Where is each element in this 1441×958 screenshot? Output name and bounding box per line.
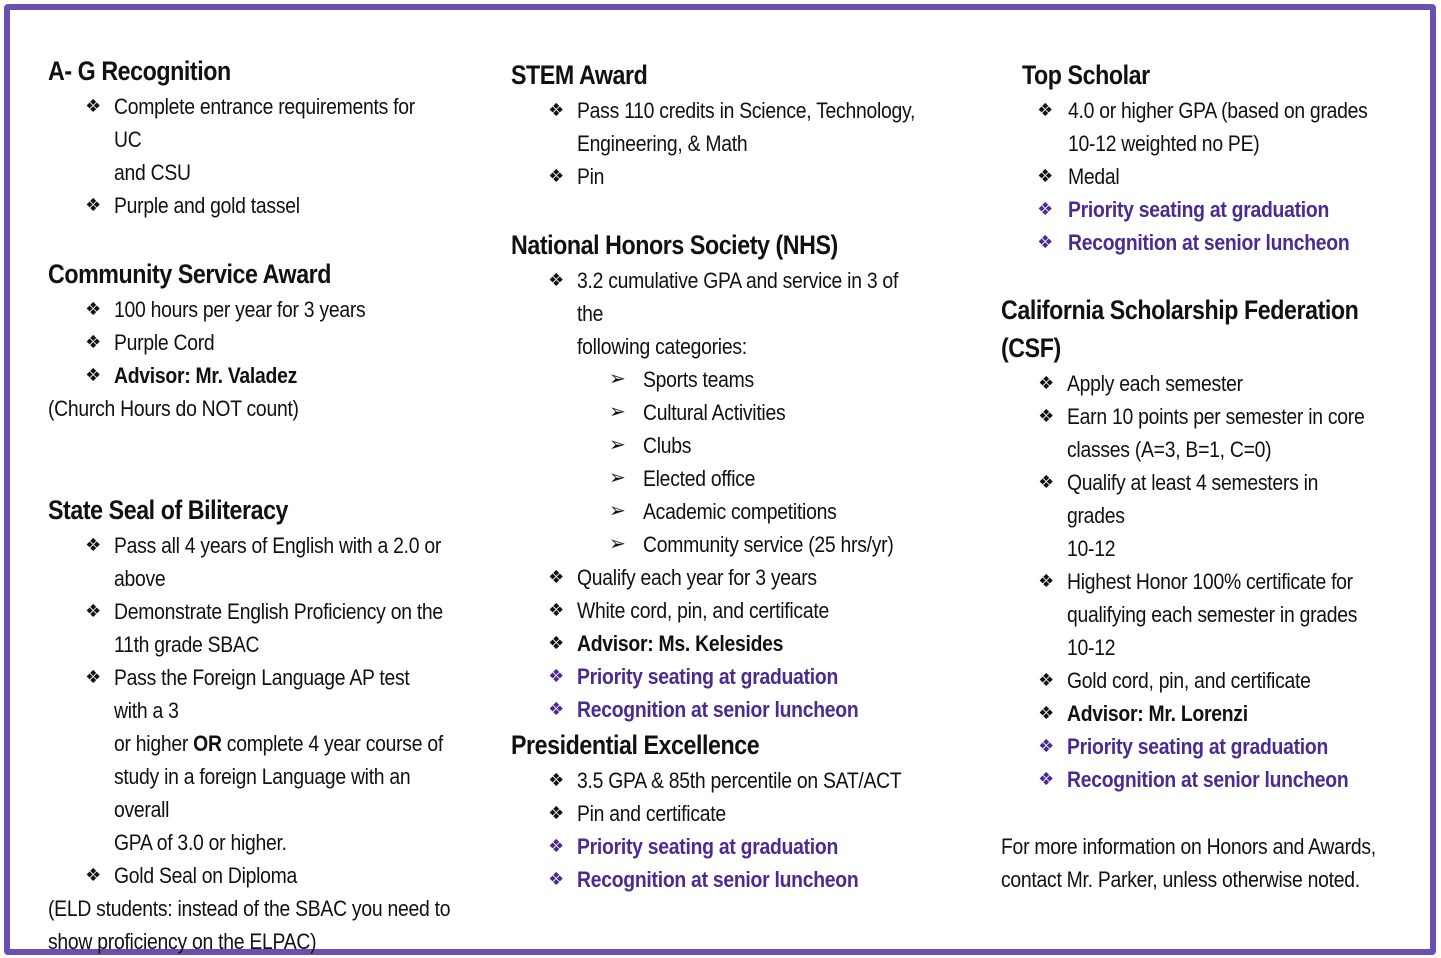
list-item: ❖ Qualify each year for 3 years [511, 561, 971, 594]
nhs-section [511, 226, 971, 726]
list-item: ❖ Pass 110 credits in Science, Technology, Engineering, & Math [511, 94, 971, 160]
footer-info [1001, 830, 1421, 896]
list-item: ❖ Gold Seal on Diploma [48, 859, 488, 892]
category-item: ➢ Academic competitions [511, 495, 971, 528]
diamond-bullet-icon: ❖ [1038, 670, 1054, 690]
luncheon-item: ❖ Recognition at senior luncheon [511, 693, 971, 726]
priority-item: ❖ Priority seating at graduation [1022, 193, 1441, 226]
seal-note-line: show proficiency on the ELPAC) [48, 929, 317, 954]
diamond-bullet-icon: ❖ [548, 567, 564, 587]
diamond-bullet-icon: ❖ [1038, 769, 1054, 789]
diamond-bullet-icon: ❖ [1038, 472, 1054, 492]
arrow-bullet-icon: ➢ [609, 434, 626, 456]
priority-item: ❖ Priority seating at graduation [511, 830, 971, 863]
diamond-bullet-icon: ❖ [85, 365, 101, 385]
diamond-bullet-icon: ❖ [548, 100, 564, 120]
list-item: ❖ 3.5 GPA & 85th percentile on SAT/ACT [511, 764, 971, 797]
list-item: ❖ 100 hours per year for 3 years [48, 293, 488, 326]
category-item: ➢ Clubs [511, 429, 971, 462]
community-section [48, 255, 488, 425]
category-item: ➢ Community service (25 hrs/yr) [511, 528, 971, 561]
footer-line: For more information on Honors and Awards, [1001, 834, 1376, 859]
priority-item: ❖ Priority seating at graduation [511, 660, 971, 693]
category-item: ➢ Cultural Activities [511, 396, 971, 429]
diamond-bullet-icon: ❖ [1038, 406, 1054, 426]
list-item: ❖ 4.0 or higher GPA (based on grades 10-12 weighted no PE) [1022, 94, 1441, 160]
arrow-bullet-icon: ➢ [609, 533, 626, 555]
top-title: Top Scholar [1022, 60, 1150, 90]
list-item: ❖ 3.2 cumulative GPA and service in 3 of the following categories: [511, 264, 971, 363]
ag-title: A- G Recognition [48, 56, 231, 86]
nhs-title: National Honors Society (NHS) [511, 230, 838, 260]
list-item: ❖ Pin [511, 160, 971, 193]
diamond-bullet-icon: ❖ [1038, 736, 1054, 756]
list-item: ❖ Purple Cord [48, 326, 488, 359]
category-item: ➢ Sports teams [511, 363, 971, 396]
diamond-bullet-icon: ❖ [548, 666, 564, 686]
diamond-bullet-icon: ❖ [1038, 373, 1054, 393]
diamond-bullet-icon: ❖ [85, 535, 101, 555]
list-item: ❖ Apply each semester [1001, 367, 1421, 400]
priority-item: ❖ Priority seating at graduation [1001, 730, 1421, 763]
advisor-item: ❖ Advisor: Mr. Lorenzi [1001, 697, 1421, 730]
seal-note-line: (ELD students: instead of the SBAC you need to [48, 896, 451, 921]
list-item: ❖ Earn 10 points per semester in core classes (A=3, B=1, C=0) [1001, 400, 1421, 466]
diamond-bullet-icon: ❖ [85, 299, 101, 319]
advisor-item: ❖ Advisor: Mr. Valadez [48, 359, 488, 392]
diamond-bullet-icon: ❖ [85, 195, 101, 215]
seal-section [48, 491, 488, 958]
seal-title: State Seal of Biliteracy [48, 495, 289, 525]
arrow-bullet-icon: ➢ [609, 467, 626, 489]
list-item: ❖ Purple and gold tassel [48, 189, 488, 222]
list-item: ❖ Pin and certificate [511, 797, 971, 830]
community-note: (Church Hours do NOT count) [48, 396, 299, 421]
stem-section [511, 56, 971, 193]
top-scholar-section [1022, 56, 1441, 259]
arrow-bullet-icon: ➢ [609, 401, 626, 423]
diamond-bullet-icon: ❖ [548, 166, 564, 186]
diamond-bullet-icon: ❖ [85, 601, 101, 621]
diamond-bullet-icon: ❖ [548, 699, 564, 719]
csf-title: California Scholarship Federation (CSF) [1001, 295, 1359, 363]
diamond-bullet-icon: ❖ [548, 600, 564, 620]
page-frame [4, 4, 1436, 955]
diamond-bullet-icon: ❖ [85, 865, 101, 885]
csf-section [1001, 291, 1421, 796]
list-item: ❖ Qualify at least 4 semesters in grades 10-12 [1001, 466, 1421, 565]
advisor-item: ❖ Advisor: Ms. Kelesides [511, 627, 971, 660]
diamond-bullet-icon: ❖ [85, 667, 101, 687]
list-item: ❖ White cord, pin, and certificate [511, 594, 971, 627]
list-item: ❖ Gold cord, pin, and certificate [1001, 664, 1421, 697]
stem-title: STEM Award [511, 60, 648, 90]
presidential-title: Presidential Excellence [511, 730, 760, 760]
diamond-bullet-icon: ❖ [1037, 100, 1053, 120]
diamond-bullet-icon: ❖ [1037, 199, 1053, 219]
ag-section [48, 52, 488, 222]
community-title: Community Service Award [48, 259, 332, 289]
diamond-bullet-icon: ❖ [548, 869, 564, 889]
list-item: ❖ Highest Honor 100% certificate for qualifying each semester in grades 10-12 [1001, 565, 1421, 664]
diamond-bullet-icon: ❖ [548, 633, 564, 653]
footer-line: contact Mr. Parker, unless otherwise noted. [1001, 867, 1360, 892]
diamond-bullet-icon: ❖ [1038, 571, 1054, 591]
diamond-bullet-icon: ❖ [548, 270, 564, 290]
arrow-bullet-icon: ➢ [609, 368, 626, 390]
diamond-bullet-icon: ❖ [85, 96, 101, 116]
category-item: ➢ Elected office [511, 462, 971, 495]
arrow-bullet-icon: ➢ [609, 500, 626, 522]
diamond-bullet-icon: ❖ [548, 836, 564, 856]
diamond-bullet-icon: ❖ [1038, 703, 1054, 723]
luncheon-item: ❖ Recognition at senior luncheon [511, 863, 971, 896]
diamond-bullet-icon: ❖ [548, 803, 564, 823]
list-item: ❖ Medal [1022, 160, 1441, 193]
diamond-bullet-icon: ❖ [548, 770, 564, 790]
diamond-bullet-icon: ❖ [1037, 166, 1053, 186]
presidential-section [511, 726, 971, 896]
list-item: ❖ Demonstrate English Proficiency on the 11th grade SBAC [48, 595, 488, 661]
luncheon-item: ❖ Recognition at senior luncheon [1022, 226, 1441, 259]
luncheon-item: ❖ Recognition at senior luncheon [1001, 763, 1421, 796]
list-item: ❖ Complete entrance requirements for UC and CSU [48, 90, 488, 189]
list-item: ❖ Pass all 4 years of English with a 2.0 or above [48, 529, 488, 595]
list-item: ❖ Pass the Foreign Language AP test with a 3 or higher OR complete 4 year course of study in a foreign Language with an overall GPA of 3.0 or higher. [48, 661, 488, 859]
diamond-bullet-icon: ❖ [1037, 232, 1053, 252]
diamond-bullet-icon: ❖ [85, 332, 101, 352]
